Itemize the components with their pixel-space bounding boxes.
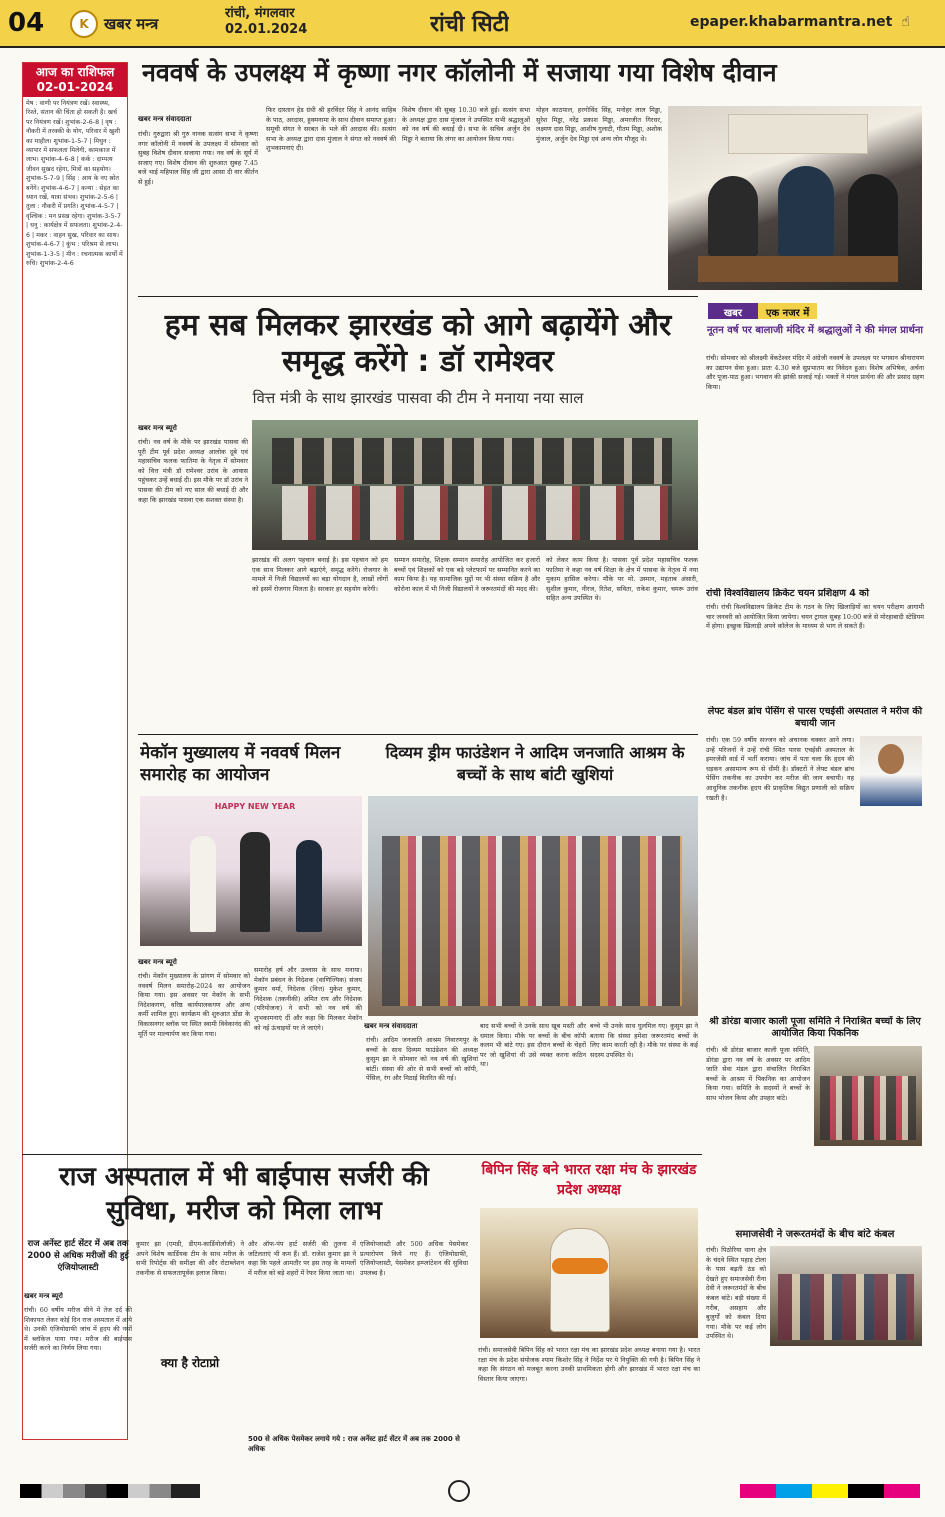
side-h4: श्री डोरंडा बाजार काली पूजा समिति ने निराश्रित बच्चों के लिए आयोजित किया पिकनिक [709,1016,921,1039]
story5-byline: खबर मन्त्र ब्यूरो [24,1292,63,1300]
color-bar-left [20,1484,200,1498]
story5-col4: एंजियोप्लास्टी और 500 अधिक पेसमेकर प्रत्यारोपण किये गए हैं। एंजियोग्राफी, एंजियोप्लास्टी, पेसमेकर इम्प्लांटेशन की सुविधा उपलब्ध है। [360,1240,468,1277]
story3-col1: रांची। मेकॉन मुख्यालय के प्रांगण में सोमवार को नववर्ष मिलन समारोह-2024 का आयोजन किया गया। इस अवसर पर मेकॉन के सभी निदेशकगण, वरिष्ठ कार्यपालकगण और अन्य कर्मी शामिल हुए। कार्यक्रम की शुरुआत डोंडा के विकासनगर ब्लॉक पर स्थित स्वामी विवेकानंद की मूर्ति पर माल्यार्पण कर किया गया। [138,972,250,1038]
side-h2: रांची विश्वविद्यालय क्रिकेट चयन प्रशिक्षण 4 को [706,588,869,599]
blanket-photo [770,1246,922,1346]
story1-byline: खबर मन्त्र संवाददाता [138,115,192,123]
ek-nazar-tag: एक नजर में [758,303,817,319]
group-row-front [282,486,672,540]
khabar-tag: खबर [708,303,758,319]
side-t2: रांची। रांची विश्वविद्यालय क्रिकेट टीम के गठन के लिए खिलाड़ियों का चयन परीक्षण आगामी चार जनवरी को आयोजित किया जायेगा। चयन ट्रायल सुबह 10:00 बजे से मोरहाबादी स्टेडियम में होगा। इच्छुक खिलाड़ी अपने कॉलेज के माध्यम से भाग ले सकते हैं। [706,603,924,631]
side-t3-cont [706,806,924,1012]
story1-col1: रांची। गुरुद्वारा श्री गुरु नानक सत्संग सभा ने कृष्णा नगर कॉलोनी में नववर्ष के उपलक्ष्य में सोमवार को सुबह विशेष दीवान सजाया गया। नव वर्ष के सूर्य में सजाए गए। विशेष दीवान की शुरुआत सुबह 7.45 बजे भाई महिपाल सिंह जी द्वारा आसा दी वार कीर्तन से हुई। [138,130,258,186]
rashifal-column [22,62,128,1440]
story3-byline: खबर मन्त्र ब्यूरो [138,958,177,966]
new-year-banner: HAPPY NEW YEAR [214,802,296,811]
children-group [382,836,682,1006]
side-h5: समाजसेवी ने जरूरतमंदों के बीच बांटे कंबल [735,1229,895,1240]
story2-col3: सम्मान समारोह, शिक्षक सम्मान समारोह आयोजित कर हजारों बच्चों एवं शिक्षकों को एक बड़े प्लेटफार्म पर सम्मानित करने का काम किया है। यह सामाजिक मुद्दों पर भी संस्था सक्रिय है और कोरोना काल में भी निजी विद्यालयों ने जरूरतमंदों की मदद की। [394,556,540,593]
garland [552,1258,608,1274]
story1-headline: नववर्ष के उपलक्ष्य में कृष्णा नगर कॉलोनी में सजाया गया विशेष दीवान [142,58,777,87]
story5-subhead: क्या है रोटाप्रो [160,1356,220,1370]
page-number: 04 [8,8,45,38]
story5-bold-line: 500 से अधिक पेसमेकर लगाये गये : राज अर्नेस्ट हार्ट सेंटर में अब तक 2000 से अधिक [248,1435,460,1453]
story4-col1: रांची। आदिम जनजाति आश्रम निवारणपुर के बच्चों के साथ दिव्यम फाउंडेशन की अध्यक्ष कुसुम झा ने सोमवार को नव वर्ष की खुशियां बांटीं। संस्था की ओर से सभी बच्चों को कॉपी, पेंसिल, रंग और मिठाई वितरित की गई। [366,1036,478,1083]
dateline [225,6,307,38]
story5-headline: राज अस्पताल में भी बाईपास सर्जरी की सुविधा, मरीज को मिला लाभ [59,1162,429,1226]
story5-col1: रांची। 60 वर्षीय मरीज सीने में तेज दर्द की शिकायत लेकर कोई दिन राज अस्पताल में आये थे। उनकी एंजियोग्राफी जांच में हृदय की नसों में ब्लॉकेज पाया गया। मरीज की बाईपास सर्जरी करने का निर्णय लिया गया। [24,1306,132,1353]
picnic-photo [814,1046,922,1146]
registration-marks [0,1474,945,1517]
side-h1: नूतन वर्ष पर बालाजी मंदिर में श्रद्धालुओं ने की मंगल प्रार्थना [706,325,924,336]
story2-col2: झारखंड की अलग पहचान बनाई है। इस पहचान को हम एक साथ मिलकर आगे बढ़ाएंगे, समृद्ध करेंगे। रोजगार के मामले में निजी विद्यालयों का बड़ा योगदान है, लाखों लोगों को इसमें रोजगार मिलता है। सरकार हर सहयोग करेगी। [252,556,388,593]
rashifal-date: 02-01-2024 [36,80,114,94]
story1-col3: विशेष दीवान की सुबह 10.30 बजे हुई। सत्संग सभा के अध्यक्ष द्वारा दास मुंजाल ने उपस्थित सभी श्रद्धालुओं को नव वर्ष की बधाई दी। सभा के सचिव अर्जुन देव मिड्ढा ने बताया कि लंगर का आयोजन किया गया। [402,106,530,143]
stage-person-1 [190,836,216,932]
epaper-link[interactable] [690,14,910,30]
story2-col4: को लेकर काम किया है। पासवा पूर्व प्रदेश महासचिव फलक फातिमा ने कहा नव वर्ष शिक्षा के क्षेत्र में पासवा के नेतृत्व में नया मुकाम हासिल करेगा। मौके पर मो. उस्मान, महताब अंसारी, सुशील कुमार, नीरज, रितेश, सविता, राकेश कुमार, चमरू उरांव सहित अन्य उपस्थित थे। [546,556,698,603]
stage-person-2 [240,832,270,932]
brand-name: खबर मन्त्र [104,15,159,33]
story4-col3: बच्चे भी उनके साथ घुलमिल गए। कुसुम झा ने बताया कि संस्था हमेशा जरूरतमंद बच्चों के लिए काम करती रही है। मौके पर संस्था के कई सदस्य उपस्थित थे। [590,1022,698,1059]
gurudwara-photo [668,106,922,290]
story1-col4: मोहन काठपाल, हरगोविंद सिंह, मनोहर लाल मिड्ढा, सुरेश मिड्ढा, नरेंद्र प्रकाश मिड्ढा, अमरजीत गिरधर, लक्ष्मण दास मिड्ढा, आशीष गुलाटी, गौतम मिड्ढा, अशोक मुंजाल, अर्जुन देव मिड्ढा एवं अन्य लोग मौजूद थे। [536,106,662,143]
bipin-singh-photo [480,1208,698,1338]
story2-subhead: वित्त मंत्री के साथ झारखंड पासवा की टीम ने मनाया नया साल [252,389,584,407]
picnic-group [820,1076,916,1140]
side-t5: रांची। पिठोरिया थाना क्षेत्र के चंदवे स्थित पहाड़ टोला के पास बढ़ती ठंड को देखते हुए समाजसेवी रीना देवी ने जरूरतमंदों के बीच कंबल बांटे। बड़ी संख्या में गरीब, असहाय और बुजुर्गों को कंबल दिया गया। मौके पर कई लोग उपस्थित थे। [706,1246,766,1341]
story4-byline: खबर मन्त्र संवाददाता [364,1022,418,1030]
masthead [0,0,945,48]
person-felicitation [550,1228,610,1332]
story1-col2: फिर दास्तान हेड ग्रंथी श्री हरविंदर सिंह ने आनंद साहिब के पाठ, अरदास, हुक्मनामा के साथ दीवान समाप्त हुआ। समूची संगत ने सरबत के भले की अरदास की। सत्संग सभा के अध्यक्ष द्वारा दास मुंजाल ने संगत को नववर्ष की शुभकामनाएं दी। [266,106,396,153]
group-row-back [272,438,672,484]
divider [22,1154,702,1155]
brand-logo [70,10,200,38]
blanket-group [778,1274,914,1340]
story3-col2: समारोह हर्ष और उल्लास के साथ मनाया। मेकॉन प्रबंधन के निदेशक (वाणिज्यिक) संजय कुमार वर्मा, निदेशक (वित्त) मुकेश कुमार, निदेशक (तकनीकी) अमित राय और निदेशक (परियोजना) ने सभी को नव वर्ष की शुभकामनाएं दीं और कहा कि मिलकर मेकॉन को नई ऊंचाइयों पर ले जाएंगे। [254,966,362,1032]
gurudwara-sign [728,114,868,154]
side-t1: रांची। सोमवार को श्रीलक्ष्मी वेंकटेश्वर मंदिर में अंग्रेजी नववर्ष के उपलक्ष्य पर भगवान श्रीनारायण का उद्यापन सेवा हुआ। प्रातः 4.30 बजे सुप्रभातम का निवेदन हुआ। विशेष अभिषेक, अर्चना और पूजा-पाठ हुआ। भगवान की झांकी सजाई गई। भक्तों ने मंगल प्रार्थना की और प्रसाद ग्रहण किया। [706,354,924,391]
paswa-team-photo [252,420,698,550]
story5-col3: और ऑफ-पंप हार्ट सर्जरी की तुलना में जटिलताएं भी कम हैं। डॉ. राजेश कुमार झा ने कहा कि पहले आमतौर पर इस तरह के मामलों में मरीज को बड़े शहरों में रेफर किया जाता था। [248,1240,356,1277]
doctor-face [878,744,904,774]
ashram-children-photo [368,796,698,1016]
story2-byline: खबर मन्त्र ब्यूरो [138,424,177,432]
kirtan-figure-3 [848,174,898,258]
section-title: रांची सिटी [430,12,510,37]
khabar-ek-nazar-tag [708,301,923,319]
rashifal-header [23,63,127,97]
cursor-icon: ☝ [901,14,910,30]
rashifal-title: आज का राशिफल [35,65,115,79]
harmonium [698,256,898,282]
epaper-url[interactable]: epaper.khabarmantra.net [690,14,893,30]
kirtan-figure-1 [708,176,758,256]
story4-headline: दिव्यम ड्रीम फाउंडेशन ने आदिम जनजाति आश्रम के बच्चों के साथ बांटी खुशियां [385,743,685,784]
doctor-photo [860,736,922,806]
mecon-photo [140,796,362,946]
kirtan-figure-2 [778,166,834,256]
city-day: रांची, मंगलवार [225,6,295,21]
color-bar-right [740,1484,920,1498]
divider [138,296,698,297]
story4-col2: बाद सभी बच्चों ने उनके साथ खूब मस्ती और धमाल किया। मौके पर बच्चों के बीच कॉपी कलम भी बांटे गए। इस दौरान बच्चों के चेहरों पर जो खुशियां थी उसे व्यक्त करना कठिन था। [480,1022,586,1069]
story2-headline: हम सब मिलकर झारखंड को आगे बढ़ायेंगे और समृद्ध करेंगे : डॉ रामेश्वर [164,308,672,379]
story6-col1: रांची। समाजसेवी बिपिन सिंह को भारत रक्षा मंच का झारखंड प्रदेश अध्यक्ष बनाया गया है। भारत रक्षा मंच के प्रदेश संयोजक श्याम किशोर सिंह ने निर्देश पर ये नियुक्ति की गयी है। बिपिन सिंह ने कहा कि संगठन को मजबूत करना उनकी प्राथमिकता होगी और झारखंड में भारत रक्षा मंच का विस्तार किया जाएगा। [478,1346,700,1383]
side-h3: लेफ्ट बंडल ब्रांच पेसिंग से पारस एचईसी अस्पताल ने मरीज की बचायी जान [707,706,923,729]
crosshair-icon [448,1480,470,1502]
story5-col2: कुमार झा (एमडी, डीएम-कार्डियोलॉजी) ने अपने विशेष कार्डियक टीम के साथ मरीज के सभी रिपोर्ट्स की समीक्षा की और रोटाब्लेशन तकनीक से सफलतापूर्वक इलाज किया। [136,1240,244,1277]
divider [138,734,698,735]
side-t4: रांची। श्री डोरंडा बाजार काली पूजा समिति, डोरंडा द्वारा नव वर्ष के अवसर पर आदिम जाति सेवा मंडल द्वारा संचालित निराश्रित बच्चों के आश्रम में पिकनिक का आयोजन किया गया। समिति के सदस्यों ने बच्चों के साथ भोजन किया और उपहार बांटे। [706,1046,810,1102]
story2-col1: रांची। नव वर्ष के मौके पर झारखंड पासवा की पूरी टीम पूर्व प्रदेश अध्यक्ष आलोक दूबे एवं महासचिव फलक फातिमा के नेतृत्व में सोमवार को वित्त मंत्री डॉ रामेश्वर उरांव के आवास पहुंचकर उन्हें बधाई दी। इस मौके पर डॉ उरांव ने पासवा की टीम को नए साल की बधाई दी और कहा कि झारखंड पासवा एक सशक्त संस्था है। [138,438,248,504]
story6-headline: बिपिन सिंह बने भारत रक्षा मंच के झारखंड प्रदेश अध्यक्ष [481,1162,697,1198]
side-t3: रांची। एक 59 वर्षीय सज्जन को अचानक चक्कर आने लगा। उन्हें परिजनों ने उन्हें रांची स्थित पारस एचईसी अस्पताल के इमरजेंसी वार्ड में भर्ती कराया। जांच में पता चला कि हृदय की धड़कन असामान्य रूप से धीमी है। डॉक्टरों ने लेफ्ट बंडल ब्रांच पेसिंग तकनीक का उपयोग कर मरीज की जान बचायी। यह आधुनिक तकनीक हृदय की प्राकृतिक विद्युत प्रणाली को सक्रिय रखती है। [706,736,854,802]
rashifal-body: मेष : वाणी पर नियंत्रण रखें। स्वास्थ्य, रिश्ते, संतान की चिंता हो सकती है। खर्च पर नियंत्रण रखें। शुभांक-2-6-8 | वृष : नौकरी में तरक्की के योग, परिवार में खुशी का माहौल। शुभांक-1-5-7 | मिथुन : व्यापार में सफलता मिलेगी, कामकाज में लाभ। शुभांक-4-6-8 | कर्क : दाम्पत्य जीवन सुखद रहेगा, मित्रों का सहयोग। शुभांक-5-7-9 | सिंह : आय के नए स्रोत बनेंगे। शुभांक-4-6-7 | कन्या : सेहत का ध्यान रखें, यात्रा संभव। शुभांक-2-5-6 | तुला : नौकरी में प्रगति। शुभांक-4-5-7 | वृश्चिक : मन प्रसन्न रहेगा। शुभांक-3-5-7 | धनु : कार्यक्षेत्र में सफलता। शुभांक-2-4-6 | मकर : वाहन सुख, परिवार का साथ। शुभांक-4-6-7 | कुंभ : परिश्रम से लाभ। शुभांक-1-3-5 | मीन : रचनात्मक कार्यों में रुचि। शुभांक-2-4-6 [26,100,123,267]
issue-date: 02.01.2024 [225,22,308,37]
brand-logo-icon: K [70,10,98,38]
stage-person-3 [296,840,322,932]
story3-headline: मेकॉन मुख्यालय में नववर्ष मिलन समारोह का आयोजन [140,743,341,785]
story5-deck: राज अर्नेस्ट हार्ट सेंटर में अब तक 2000 से अधिक मरीजों की हुई एंजियोप्लास्टी [27,1239,129,1273]
